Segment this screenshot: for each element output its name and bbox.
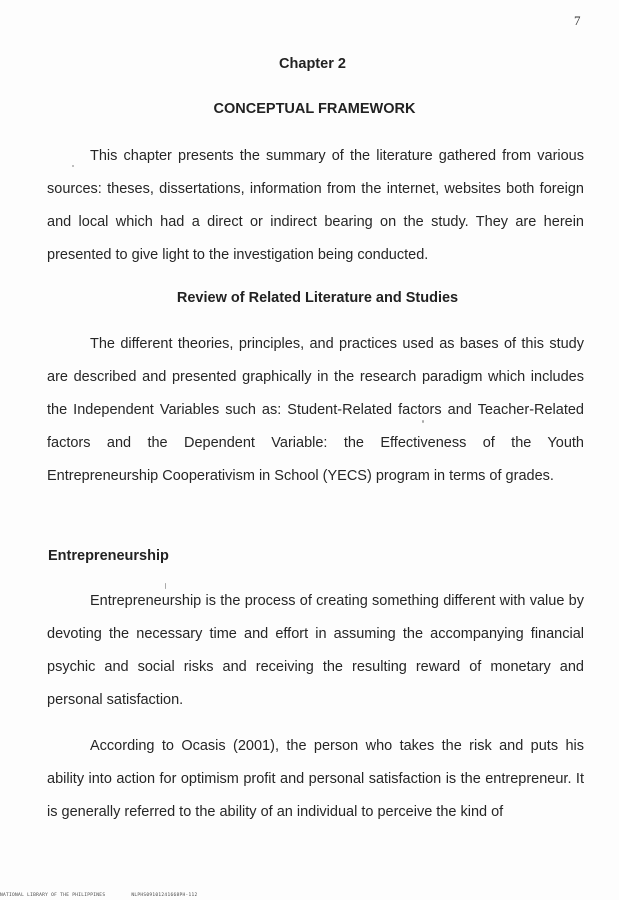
- scan-speck: [165, 583, 166, 589]
- entrepreneurship-paragraph-2: [47, 730, 584, 829]
- entrepreneurship-paragraph-1: [47, 585, 584, 717]
- library-footer-stamp: [0, 893, 198, 898]
- entrepreneurship-heading: Entrepreneurship: [48, 548, 169, 564]
- library-name: NATIONAL LIBRARY OF THE PHILIPPINES: [0, 893, 106, 898]
- review-paragraph-text: The different theories, principles, and practices used as bases of this study are described and presented graphically in the research paradigm which includes the Independent Variables such as: Student-Related factors and Teacher-Related factors and the Dependent Variable: the Effectiveness of the Youth Entrepreneurship Cooperativism in School (YECS) program in terms of grades.: [47, 336, 584, 484]
- intro-paragraph-text: This chapter presents the summary of the literature gathered from various sources: theses, dissertations, information from the internet, websites both foreign and local which had a direct or indirect bearing on the study. They are herein presented to give light to the investigation being conducted.: [47, 148, 584, 263]
- scan-speck: [72, 165, 74, 167]
- entrepreneurship-paragraph-1-text: Entrepreneurship is the process of creating something different with value by devoting the necessary time and effort in assuming the accompanying financial psychic and social risks and receiving the resulting reward of monetary and personal satisfaction.: [47, 593, 584, 708]
- chapter-heading: Chapter 2: [279, 56, 346, 72]
- scan-speck: [422, 420, 424, 423]
- library-code: NLPHS09101241668PH-112: [131, 893, 198, 898]
- intro-paragraph: [47, 140, 584, 272]
- chapter-title: CONCEPTUAL FRAMEWORK: [213, 101, 416, 117]
- review-section-heading: Review of Related Literature and Studies: [176, 290, 459, 306]
- review-paragraph: [47, 328, 584, 493]
- entrepreneurship-paragraph-2-text: According to Ocasis (2001), the person who takes the risk and puts his ability into action for optimism profit and personal satisfaction is the entrepreneur. It is generally referred to the ability of an individual to perceive the kind of: [47, 738, 584, 820]
- page-number: 7: [574, 13, 581, 28]
